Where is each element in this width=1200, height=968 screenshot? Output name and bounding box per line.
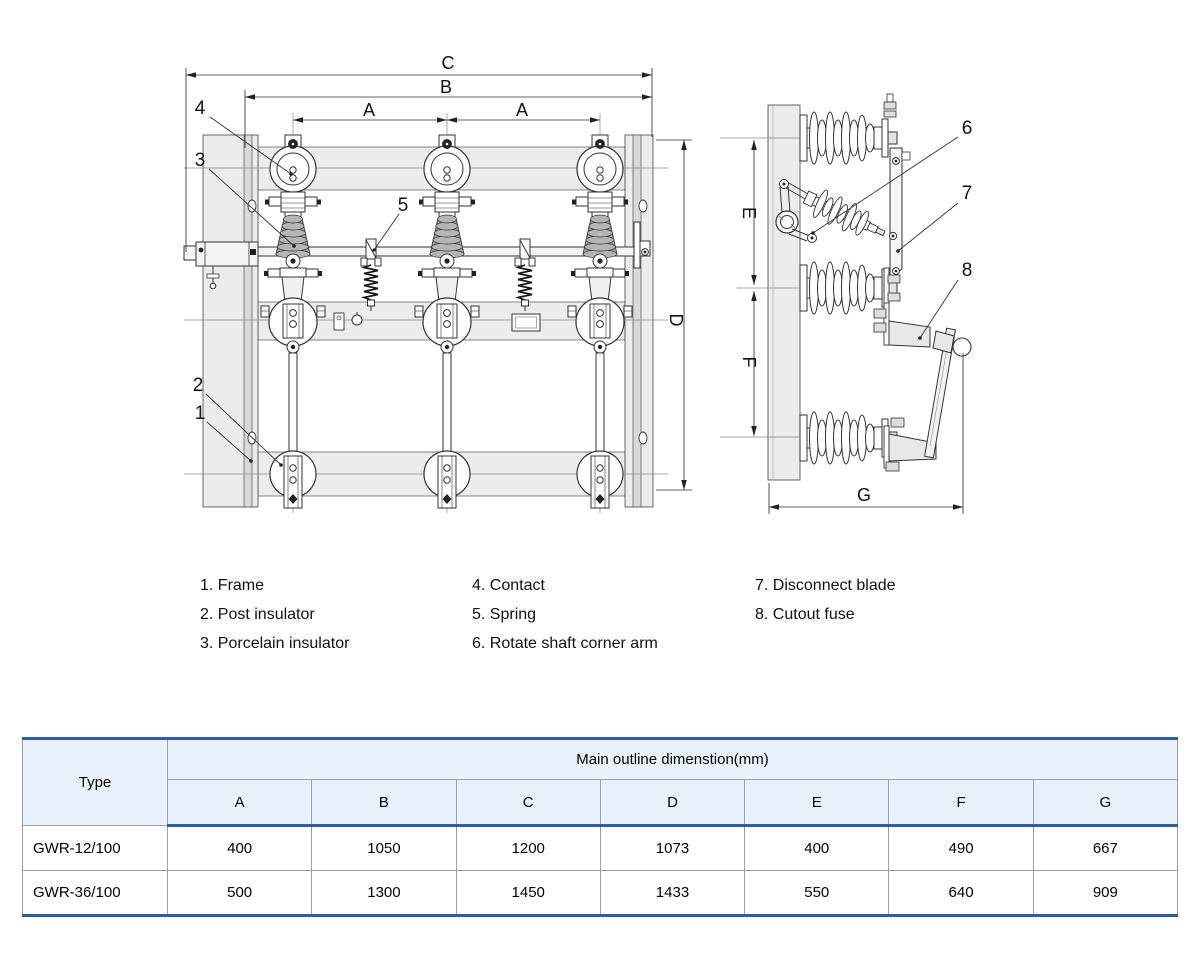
dim-label-c: C	[441, 53, 455, 73]
part-callout-1: 1	[194, 403, 206, 424]
nameplate	[512, 314, 540, 331]
dim-cell: 400	[745, 826, 889, 871]
table-header-group: Main outline dimenstion(mm)	[168, 739, 1178, 780]
legend-item: 5. Spring	[472, 606, 537, 623]
legend-item: 2. Post insulator	[200, 606, 315, 623]
dim-cell: 1073	[600, 826, 744, 871]
table-row	[23, 871, 1178, 916]
legend-item: 6. Rotate shaft corner arm	[472, 635, 658, 652]
table-header-col: C	[456, 780, 600, 826]
part-callout-6: 6	[961, 118, 973, 139]
dim-cell: 490	[889, 826, 1033, 871]
legend-item: 7. Disconnect blade	[755, 577, 896, 594]
legend-item: 1. Frame	[200, 577, 265, 594]
legend-item: 3. Porcelain insulator	[200, 635, 350, 652]
part-callout-8: 8	[961, 260, 973, 281]
dim-cell: 1200	[456, 826, 600, 871]
table-header-col: G	[1033, 780, 1177, 826]
dim-cell: 667	[1033, 826, 1177, 871]
dim-cell: 550	[745, 871, 889, 916]
legend-column-1	[200, 571, 349, 658]
dim-label-b: B	[439, 77, 453, 97]
dim-label-e: E	[739, 206, 759, 220]
table-row	[23, 826, 1178, 871]
post-insulator-bottom	[800, 412, 897, 464]
part-callout-5: 5	[397, 195, 409, 216]
dim-cell: 1050	[312, 826, 456, 871]
dim-cell: 1450	[456, 871, 600, 916]
dim-label-a1: A	[362, 100, 376, 120]
dim-cell: 1300	[312, 871, 456, 916]
cutout-fuse	[874, 303, 971, 471]
part-callout-4: 4	[194, 98, 206, 119]
type-cell: GWR-12/100	[23, 826, 168, 871]
table-header-col: D	[600, 780, 744, 826]
dim-label-f: F	[739, 356, 759, 368]
table-header-col: E	[745, 780, 889, 826]
post-insulator-middle	[800, 262, 897, 314]
post-insulator-top	[800, 112, 897, 164]
legend-column-3	[755, 571, 896, 629]
front-view	[184, 68, 692, 513]
dim-label-d: D	[666, 313, 686, 327]
side-view	[720, 94, 971, 514]
dim-cell: 1433	[600, 871, 744, 916]
legend-column-2	[472, 571, 658, 658]
dim-label-a2: A	[515, 100, 529, 120]
part-callout-2: 2	[192, 375, 204, 396]
table-header-col: B	[312, 780, 456, 826]
table-header-type: Type	[23, 739, 168, 826]
legend-item: 4. Contact	[472, 577, 545, 594]
dim-cell: 909	[1033, 871, 1177, 916]
dim-cell: 640	[889, 871, 1033, 916]
dim-cell: 500	[168, 871, 312, 916]
dim-cell: 400	[168, 826, 312, 871]
table-header-col: F	[889, 780, 1033, 826]
legend-item: 8. Cutout fuse	[755, 606, 855, 623]
table-header-col: A	[168, 780, 312, 826]
dim-label-g: G	[856, 485, 872, 505]
part-callout-3: 3	[194, 150, 206, 171]
dimensions-table	[22, 737, 1178, 917]
part-callout-7: 7	[961, 183, 973, 204]
disconnect-blade	[889, 148, 910, 278]
type-cell: GWR-36/100	[23, 871, 168, 916]
